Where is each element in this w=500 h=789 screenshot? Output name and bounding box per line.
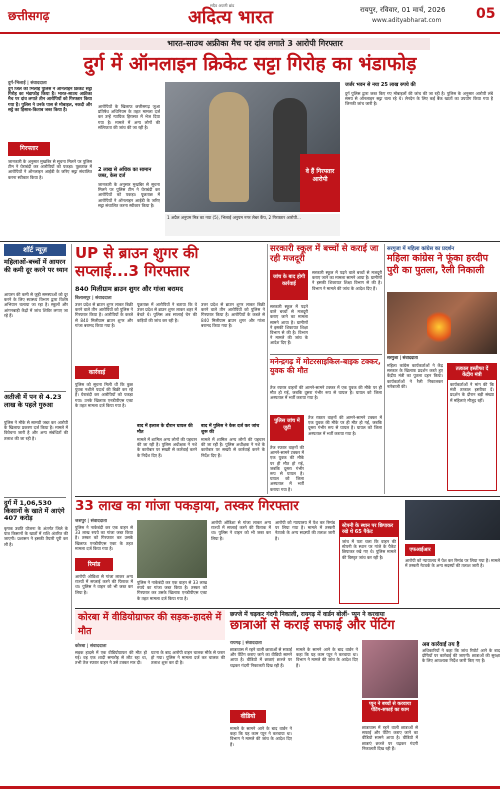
ganja-dateline: जशपुर | संवाददाता [75, 519, 107, 524]
congress-story [387, 244, 500, 494]
ganja-badge-2 [405, 544, 435, 556]
arrest-box-label: वे हैं गिरफ्तार आरोपी [305, 168, 335, 183]
school-body: सरकारी स्कूल में पढ़ने वाले बच्चों से मजदूरी कराए जाने का मामला सामने आया है। ग्रामीणों ने इसकी शिकायत शिक्षा विभाग से की है। विभाग ने मामले की जांच के आदेश दिए हैं। [312, 270, 382, 291]
accident-headline: मनेन्द्रगढ़ में मोटरसाइकिल-बाइक टक्कर, युवक की मौत [270, 357, 381, 375]
korba-body1: सड़क हादसे में एक वीडियोग्राफर की मौत हो गई। वह एक शादी समारोह से लौट रहा था, तभी तेज रफ्तार वाहन ने उसे टक्कर मार दी। [75, 650, 147, 666]
lead-intro: दुर्ग जिले की भिलाई पुलिस ने ऑनलाइन क्रिकेट सट्टा गिरोह का भंडाफोड़ किया है। भारत-साउथ अफ्रीका मैच पर दांव लगाते तीन आरोपियों को गिरफ्तार किया गया है। पुलिस ने उनके पास से मोबाइल, नकदी और सट्टे का हिसाब-किताब जब्त किया है। [8, 87, 92, 113]
section-title: छत्तीसगढ़ [8, 9, 50, 23]
hostel-story [230, 610, 500, 786]
short-news-sep2 [4, 497, 66, 498]
ganja-badge [75, 558, 113, 571]
brown-sugar-badge-label: कार्रवाई [88, 369, 106, 376]
short-news-column [0, 244, 70, 614]
ganja-right-body: आरोपी को न्यायालय में पेश कर रिमांड पर लिया गया है। मामले में तस्करी नेटवर्क के अन्य सदस्यों की तलाश जारी है। [405, 558, 500, 569]
lead-kicker-bar [80, 38, 430, 50]
accident-badge-label: पुलिस जांच में जुटी [274, 418, 300, 431]
school-story [270, 244, 382, 352]
col-divider-2 [267, 244, 268, 494]
divider-mid [75, 496, 500, 497]
school-sep [270, 354, 382, 355]
divider-lead [0, 241, 500, 242]
school-badge-label: जांच के बाद होगी कार्रवाई [272, 274, 306, 287]
brown-sugar-body3: पूछताछ में आरोपियों ने बताया कि वे उत्तर प्रदेश से ब्राउन शुगर लाकर शहर में बेचते थे। पुलिस अब सप्लाई चेन की कड़ियों की जांच कर रही है। [137, 302, 197, 323]
hostel-badge-label: वीडियो [240, 713, 256, 720]
accident-body2: तेज रफ्तार वाहनों की आमने-सामने टक्कर में एक युवक की मौके पर ही मौत हो गई, जबकि दूसरा गंभीर रूप से घायल है। घायल को जिला अस्पताल में भर्ती कराया गया है। [308, 415, 382, 436]
school-headline: सरकारी स्कूल में बच्चों से कराई जा रही मजदूरी [270, 244, 379, 264]
masthead [0, 0, 500, 34]
brown-sugar-sub: 840 मिलीग्राम ब्राउन शुगर और गांजा बरामद [75, 285, 183, 293]
hostel-dateline: रायगढ़ | संवाददाता [230, 641, 262, 646]
short-news-item1-head: महिलाओं-बच्चों में आयरन की कमी दूर करने पर ध्यान [4, 258, 68, 274]
congress-side-body: कार्यकर्ताओं ने मांग की कि मंत्री तत्काल इस्तीफा दें। प्रदर्शन के दौरान बड़ी संख्या में महिलाएं मौजूद रहीं। [450, 382, 494, 403]
hostel-photo [362, 640, 418, 698]
lead-body-col2: आरोपियों के खिलाफ छत्तीसगढ़ जुआ प्रतिषेध अधिनियम के तहत मामला दर्ज कर उन्हें न्यायिक हिरासत में भेज दिया गया है। मामले में अन्य लोगों की संलिप्तता की जांच की जा रही है। [98, 104, 160, 130]
col-divider-3 [384, 244, 385, 494]
hostel-body2: मामले के सामने आने के बाद वार्डन ने कहा कि यह काम प्यून ने करवाया था। विभाग ने मामले की जांच के आदेश दिए हैं। [230, 726, 292, 747]
lead-kicker: भारत-साउथ अफ्रीका मैच पर दांव लगाते 3 आरोपी गिरफ्तार [167, 39, 343, 48]
short-news-divider [71, 244, 72, 634]
ganja-photo [137, 520, 207, 578]
ganja-headline: 33 लाख का गांजा पकड़ाया, तस्कर गिरफ्तार [75, 498, 299, 514]
lead-body-col1: जानकारी के अनुसार मुखबिर से सूचना मिलने पर पुलिस टीम ने घेराबंदी कर आरोपियों को पकड़ा। पूछताछ में आरोपियों ने ऑनलाइन आईडी के जरिए सट्टा संचालित करना स्वीकार किया है। [8, 159, 92, 180]
accident-body: तेज रफ्तार वाहनों की आमने-सामने टक्कर में एक युवक की मौके पर ही मौत हो गई, जबकि दूसरा गंभीर रूप से घायल है। घायल को जिला अस्पताल में भर्ती कराया गया है। [270, 385, 382, 401]
logo [188, 3, 308, 31]
korba-headline: कोरबा में वीडियोग्राफर की सड़क-हादसे में मौत [78, 612, 222, 637]
logo-text: अदित्य भारत [188, 7, 273, 28]
short-news-item3-head: दुर्ग में 1,06,530 किसानों के खाते में आएंगे 407 करोड़ [4, 499, 65, 522]
lead-subheading: 2 लाख से अधिक का सामान जब्त, केस दर्ज [98, 167, 152, 179]
congress-strap: सरगुजा में महिला कांग्रेस का प्रदर्शन [387, 246, 455, 252]
ganja-spot-box [339, 520, 399, 604]
congress-photo [387, 292, 497, 354]
officer-figure [209, 92, 249, 202]
congress-body: महिला कांग्रेस कार्यकर्ताओं ने केंद्र सरकार के खिलाफ प्रदर्शन करते हुए केंद्रीय मंत्री का पुतला दहन किया। कार्यकर्ताओं ने रैली निकालकर नारेबाजी की। [387, 363, 443, 389]
accident-body3: तेज रफ्तार वाहनों की आमने-सामने टक्कर में एक युवक की मौके पर ही मौत हो गई, जबकि दूसरा गंभीर रूप से घायल है। घायल को जिला अस्पताल में भर्ती कराया गया है। [270, 445, 304, 492]
brown-sugar-headline: UP से ब्राउन शुगर की सप्लाई...3 गिरफ्तार [75, 244, 199, 280]
ganja-body1: पुलिस ने नाकेबंदी कर एक वाहन से 33 लाख रुपये का गांजा जब्त किया है। तस्कर को गिरफ्तार कर उसके खिलाफ एनडीपीएस एक्ट के तहत मामला दर्ज किया गया है। [75, 525, 133, 551]
ganja-body5: आरोपी को न्यायालय में पेश कर रिमांड पर लिया गया है। मामले में तस्करी नेटवर्क के अन्य सदस्यों की तलाश जारी है। [275, 520, 335, 541]
accident-badge [270, 415, 304, 441]
lead-body-col2b: जानकारी के अनुसार मुखबिर से सूचना मिलने पर पुलिस टीम ने घेराबंदी कर आरोपियों को पकड़ा। पूछताछ में आरोपियों ने ऑनलाइन आईडी के जरिए सट्टा संचालित करना स्वीकार किया है। [98, 182, 160, 208]
brown-sugar-body2: पुलिस को सूचना मिली थी कि कुछ युवक नशीले पदार्थ की बिक्री कर रहे हैं। घेराबंदी कर आरोपियों को पकड़ा गया। उनके खिलाफ एनडीपीएस एक्ट के तहत मामला दर्ज किया गया है। [75, 382, 133, 408]
hostel-badge [230, 710, 266, 723]
congress-photo-caption: सरगुजा | संवाददाता [387, 355, 418, 360]
ganja-spot-body: जांच में पता चला कि वाहन की स्टेपनी के स्थान पर गांजे के पैकेट छिपाकर रखे गए थे। पुलिस मामले की विस्तृत जांच कर रही है। [342, 539, 396, 560]
congress-side-head: तत्काल इस्तीफा दें केंद्रीय मंत्री [448, 364, 496, 380]
ganja-badge-2-label: एफआईआर [409, 547, 431, 553]
congress-side-box [447, 363, 497, 491]
korba-dateline: कोरबा | संवाददाता [75, 644, 107, 649]
brown-sugar-body6: मामले में शामिल अन्य लोगों की पहचान की जा रही है। पुलिस अधीक्षक ने नशे के कारोबार पर सख्ती से कार्रवाई करने के निर्देश दिए हैं। [201, 437, 265, 458]
brown-sugar-story [75, 244, 265, 494]
hostel-body3: मामले के सामने आने के बाद वार्डन ने कहा कि यह काम प्यून ने करवाया था। विभाग ने मामले की जांच के आदेश दिए हैं। [296, 647, 358, 668]
ganja-body2: आरोपी ओडिशा से गांजा लाकर अन्य राज्यों में सप्लाई करने की फिराक में था। पुलिस ने वाहन को भी जब्त कर लिया है। [75, 574, 133, 595]
arrest-badge [8, 142, 50, 156]
ganja-body4: आरोपी ओडिशा से गांजा लाकर अन्य राज्यों में सप्लाई करने की फिराक में था। पुलिस ने वाहन को भी जब्त कर लिया है। [211, 520, 271, 541]
accident-story [270, 357, 382, 494]
brown-sugar-body4: मामले में शामिल अन्य लोगों की पहचान की जा रही है। पुलिस अधीक्षक ने नशे के कारोबार पर सख्ती से कार्रवाई करने के निर्देश दिए हैं। [137, 437, 197, 458]
korba-story [75, 610, 225, 786]
ganja-photo-2 [405, 500, 500, 540]
lead-side-body: दुर्ग पुलिस द्वारा जब्त किए गए मोबाइलों की जांच की जा रही है। पुलिस के अनुसार आरोपी लंबे समय से ऑनलाइन सट्टा चला रहे थे। लेनदेन के लिए कई बैंक खातों का उपयोग किया गया है जिनकी जांच जारी है। [345, 91, 493, 107]
hostel-side-body: अधिकारियों ने कहा कि जांच रिपोर्ट आने के बाद दोषियों पर कार्रवाई की जाएगी। छात्राओं की सुरक्षा के लिए आवश्यक निर्देश जारी किए गए हैं। [422, 648, 500, 664]
ganja-spot-head: स्टेपनी के स्थान पर छिपाकर रखे थे 65 पैकेट [340, 521, 398, 537]
hostel-red-box [362, 700, 418, 722]
short-news-item2-body: पुलिस ने मौके से सामग्री जब्त कर आरोपी के खिलाफ प्रकरण दर्ज किया है। मामले में विवेचना जारी है और अन्य संबंधितों की तलाश की जा रही है। [4, 420, 68, 441]
brown-sugar-sub3: बाद में पुलिस ने केस दर्ज कर जांच शुरू की [201, 424, 260, 435]
lead-story [0, 36, 500, 240]
lead-byline: दुर्ग-भिलाई | संवाददाता [8, 81, 47, 86]
effigy-fire [427, 310, 451, 344]
school-body-left: सरकारी स्कूल में पढ़ने वाले बच्चों से मजदूरी कराए जाने का मामला सामने आया है। ग्रामीणों ने इसकी शिकायत शिक्षा विभाग से की है। विभाग ने मामले की जांच के आदेश दिए हैं। [270, 304, 308, 346]
short-news-title: शॉर्ट न्यूज़ [23, 246, 47, 254]
brown-sugar-body1: उत्तर प्रदेश से ब्राउन शुगर लाकर बिक्री करने वाले तीन आरोपियों को पुलिस ने गिरफ्तार किया है। आरोपियों के कब्जे से 840 मिलीग्राम ब्राउन शुगर और गांजा बरामद किया गया है। [75, 302, 133, 328]
short-news-item1-body: आयरन की कमी से जुड़ी समस्याओं को दूर करने के लिए स्वास्थ्य विभाग द्वारा विशेष अभियान चलाया जा रहा है। स्कूलों और आंगनबाड़ी केंद्रों में जांच शिविर लगाए जा रहे हैं। [4, 292, 68, 318]
dateline: रायपुर, रविवार, 01 मार्च, 2026 [360, 6, 446, 14]
logo-tagline: सदैव अग्रणी ब्रांड [210, 3, 235, 8]
short-news-item3-body: कृषक उन्नति योजना के अंतर्गत जिले के पात्र किसानों के खातों में राशि अंतरित की जाएगी। प्रशासन ने इसकी तैयारी पूरी कर ली है। [4, 526, 68, 547]
hostel-body1: छात्रावास में रहने वाली छात्राओं से सफाई और पेंटिंग कराए जाने का वीडियो सामने आया है। वीडियो में छात्राएं छज्जे पर चढ़कर गंदगी निकालती दिख रही हैं। [230, 647, 292, 668]
lead-photo-caption: 1 अप्रैल अनुपम मित्र का नया (5), भिलाई अनुपम नगर लेबर कैंप, 2 गिरफ्तार आरोपी... [165, 214, 340, 236]
short-news-sep1 [4, 391, 66, 392]
short-news-title-bar [4, 244, 66, 256]
school-badge [270, 270, 308, 300]
page-number: 05 [476, 6, 496, 22]
lead-side-heading: जर्जर भवन से नया 25 लाख रुपये की [345, 82, 416, 88]
brown-sugar-body5: उत्तर प्रदेश से ब्राउन शुगर लाकर बिक्री करने वाले तीन आरोपियों को पुलिस ने गिरफ्तार किया है। आरोपियों के कब्जे से 840 मिलीग्राम ब्राउन शुगर और गांजा बरामद किया गया है। [201, 302, 265, 328]
lead-headline: दुर्ग में ऑनलाइन क्रिकेट सट्टा गिरोह का भंडाफोड़ [83, 53, 417, 75]
hostel-strap: छज्जे में चढ़कर गंदगी निकाली, रायगढ़ में वार्डन बोलीं- प्यून ने करवाया [230, 611, 385, 618]
hostel-side-head: अब कार्रवाई तय है [422, 642, 460, 648]
hostel-red-box-label: प्यून ने बच्चों से करवाया पेंटिंग-सफाई का काम [369, 702, 411, 713]
hostel-body4: छात्रावास में रहने वाली छात्राओं से सफाई और पेंटिंग कराए जाने का वीडियो सामने आया है। वीडियो में छात्राएं छज्जे पर चढ़कर गंदगी निकालती दिख रही हैं। [362, 725, 418, 751]
divider-low [75, 608, 500, 609]
ganja-story [75, 498, 500, 606]
arrest-box [300, 154, 340, 212]
ganja-body3: पुलिस ने नाकेबंदी कर एक वाहन से 33 लाख रुपये का गांजा जब्त किया है। तस्कर को गिरफ्तार कर उसके खिलाफ एनडीपीएस एक्ट के तहत मामला दर्ज किया गया है। [137, 580, 207, 601]
korba-head-bar [75, 610, 225, 640]
hostel-headline: छात्राओं से कराई सफाई और पेंटिंग [230, 618, 395, 633]
brown-sugar-sub2: बाद में इलाज के दौरान घायल की मौत [137, 424, 193, 435]
brown-sugar-dateline: बिलासपुर | संवाददाता [75, 296, 112, 301]
arrest-badge-label: गिरफ्तार [19, 145, 39, 152]
short-news-item2-head: अतीजी में पन से 4.23 लाख के पहले गुरुआ [4, 393, 62, 409]
ganja-badge-label: रिमांड [87, 561, 101, 568]
congress-headline: महिला कांग्रेस ने फूंका हरदीप पुरी का पुतला, रैली निकाली [387, 253, 489, 276]
website[interactable]: www.adityabharat.com [372, 17, 442, 24]
korba-body2: घटना के बाद आरोपी वाहन चालक मौके से फरार हो गया। पुलिस ने मामला दर्ज कर चालक की तलाश शुरू कर दी है। [151, 650, 225, 666]
brown-sugar-badge [75, 366, 119, 379]
